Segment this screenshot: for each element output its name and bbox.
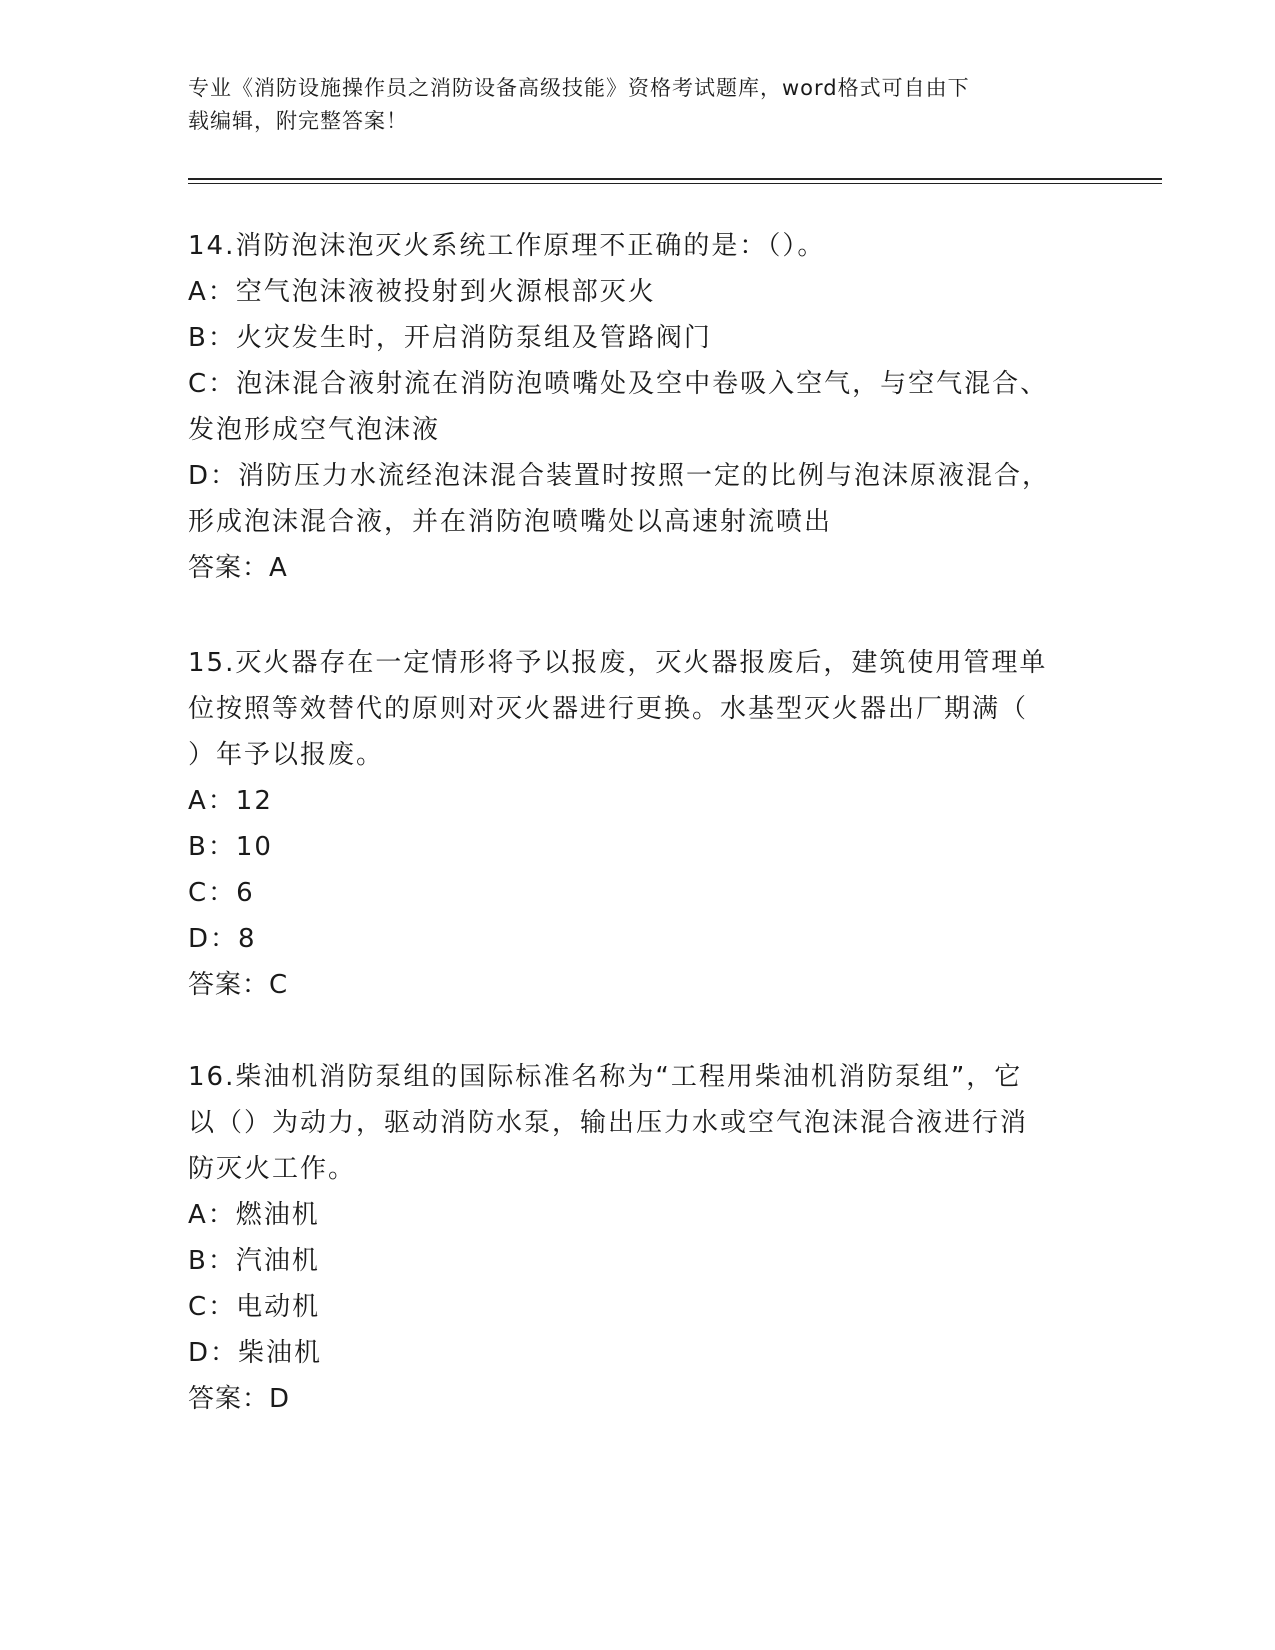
question-stem-line: 位按照等效替代的原则对灭火器进行更换。水基型灭火器出厂期满（ bbox=[188, 694, 1029, 724]
option-a: A：12 bbox=[188, 786, 273, 816]
option-c-continued: 发泡形成空气泡沫液 bbox=[188, 415, 441, 445]
header-divider-thin bbox=[188, 183, 1162, 184]
question-14 bbox=[188, 223, 1088, 591]
option-d: D：8 bbox=[188, 924, 257, 954]
option-b: B：10 bbox=[188, 832, 273, 862]
option-a: A：燃油机 bbox=[188, 1200, 320, 1230]
question-16 bbox=[188, 1054, 1088, 1422]
answer-line: 答案：D bbox=[188, 1384, 291, 1414]
question-stem-line: 16.柴油机消防泵组的国际标准名称为“工程用柴油机消防泵组”，它 bbox=[188, 1062, 1023, 1092]
question-stem-line: 14.消防泡沫泡灭火系统工作原理不正确的是：（）。 bbox=[188, 231, 826, 261]
document-header bbox=[188, 72, 1068, 138]
option-b: B：火灾发生时，开启消防泵组及管路阀门 bbox=[188, 323, 712, 353]
question-stem-line: 15.灭火器存在一定情形将予以报废，灭火器报废后，建筑使用管理单 bbox=[188, 648, 1048, 678]
header-line-1: 专业《消防设施操作员之消防设备高级技能》资格考试题库，word格式可自由下 bbox=[188, 76, 970, 100]
option-d: D：消防压力水流经泡沫混合装置时按照一定的比例与泡沫原液混合， bbox=[188, 461, 1051, 491]
header-line-2: 载编辑，附完整答案！ bbox=[188, 109, 408, 133]
option-d: D：柴油机 bbox=[188, 1338, 323, 1368]
header-divider-thick bbox=[188, 178, 1162, 180]
question-15 bbox=[188, 640, 1088, 1008]
option-b: B：汽油机 bbox=[188, 1246, 320, 1276]
option-c: C：6 bbox=[188, 878, 255, 908]
option-c: C：泡沫混合液射流在消防泡喷嘴处及空中卷吸入空气，与空气混合、 bbox=[188, 369, 1049, 399]
option-d-continued: 形成泡沫混合液，并在消防泡喷嘴处以高速射流喷出 bbox=[188, 507, 833, 537]
question-stem-line: 防灭火工作。 bbox=[188, 1154, 357, 1184]
question-stem-line: ）年予以报废。 bbox=[188, 740, 385, 770]
option-c: C：电动机 bbox=[188, 1292, 321, 1322]
answer-line: 答案：C bbox=[188, 970, 289, 1000]
answer-line: 答案：A bbox=[188, 553, 288, 583]
option-a: A：空气泡沫液被投射到火源根部灭火 bbox=[188, 277, 656, 307]
question-stem-line: 以（）为动力，驱动消防水泵，输出压力水或空气泡沫混合液进行消 bbox=[188, 1108, 1029, 1138]
